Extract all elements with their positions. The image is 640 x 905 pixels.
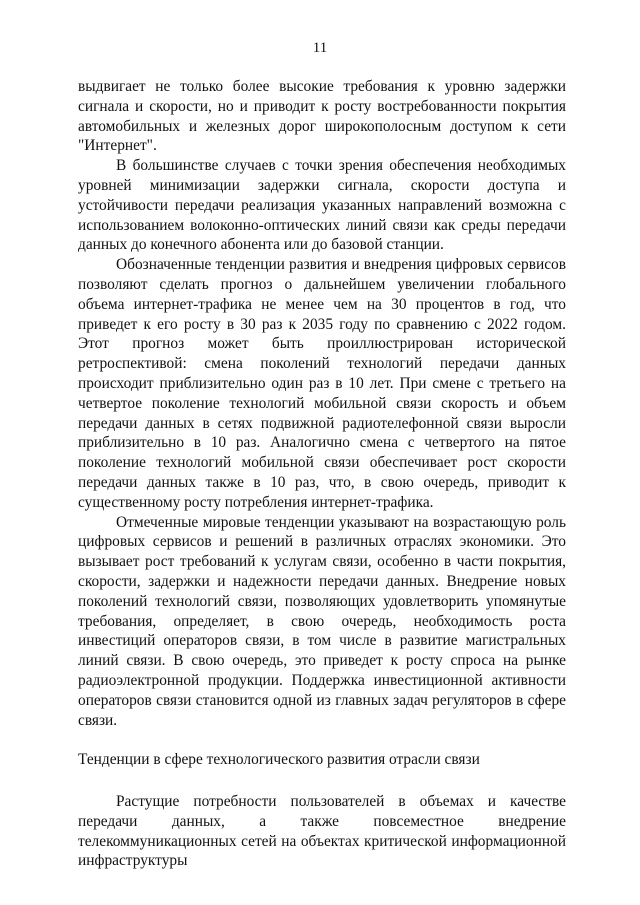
section-heading: Тенденции в сфере технологического развития отрасли связи xyxy=(78,751,480,769)
paragraph: Обозначенные тенденции развития и внедрения цифровых сервисов позволяют сделать прогноз о дальнейшем увеличении глобального объема интернет-трафика не менее чем на 30 процентов в год, что приведет к его росту в 30 раз к 2035 году по сравнению с 2022 годом. Этот прогноз может быть проиллюстрирован исторической ретроспективой: смена поколений технологий передачи данных происходит приблизительно один раз в 10 лет. При смене с третьего на четвертое поколение технологий мобильной связи скорость и объем передачи данных в сетях подвижной радиотелефонной связи выросли приблизительно в 10 раз. Аналогично смена с четвертого на пятое поколение технологий мобильной связи обеспечивает рост скорости передачи данных также в 10 раз, что, в свою очередь, приводит к существенному росту потребления интернет-трафика. xyxy=(78,256,566,511)
paragraph: В большинстве случаев с точки зрения обеспечения необходимых уровней минимизации задержки сигнала, скорости доступа и устойчивости передачи реализация указанных направлений возможна с использованием волоконно-оптических линий связи как среды передачи данных до конечного абонента или до базовой станции. xyxy=(78,157,566,254)
document-body xyxy=(78,77,566,871)
paragraph-continues-next-page: Растущие потребности пользователей в объемах и качестве передачи данных, а также повсеместное внедрение телекоммуникационных сетей на объектах критической информационной инфраструктуры xyxy=(78,793,566,870)
paragraph-continuation: выдвигает не только более высокие требования к уровню задержки сигнала и скорости, но и приводит к росту востребованности покрытия автомобильных и железных дорог широкополосным доступом к сети "Интернет". xyxy=(78,78,566,155)
page-number: 11 xyxy=(312,40,328,56)
paragraph: Отмеченные мировые тенденции указывают на возрастающую роль цифровых сервисов и решений в различных отраслях экономики. Это вызывает рост требований к услугам связи, особенно в части покрытия, скорости, задержки и надежности передачи данных. Внедрение новых поколений технологий связи, позволяющих удовлетворить упомянутые требования, определяет, в свою очередь, необходимость роста инвестиций операторов связи, в том числе в развитие магистральных линий связи. В свою очередь, это приведет к росту спроса на рынке радиоэлектронной продукции. Поддержка инвестиционной активности операторов связи становится одной из главных задач регуляторов в сфере связи. xyxy=(78,513,566,729)
